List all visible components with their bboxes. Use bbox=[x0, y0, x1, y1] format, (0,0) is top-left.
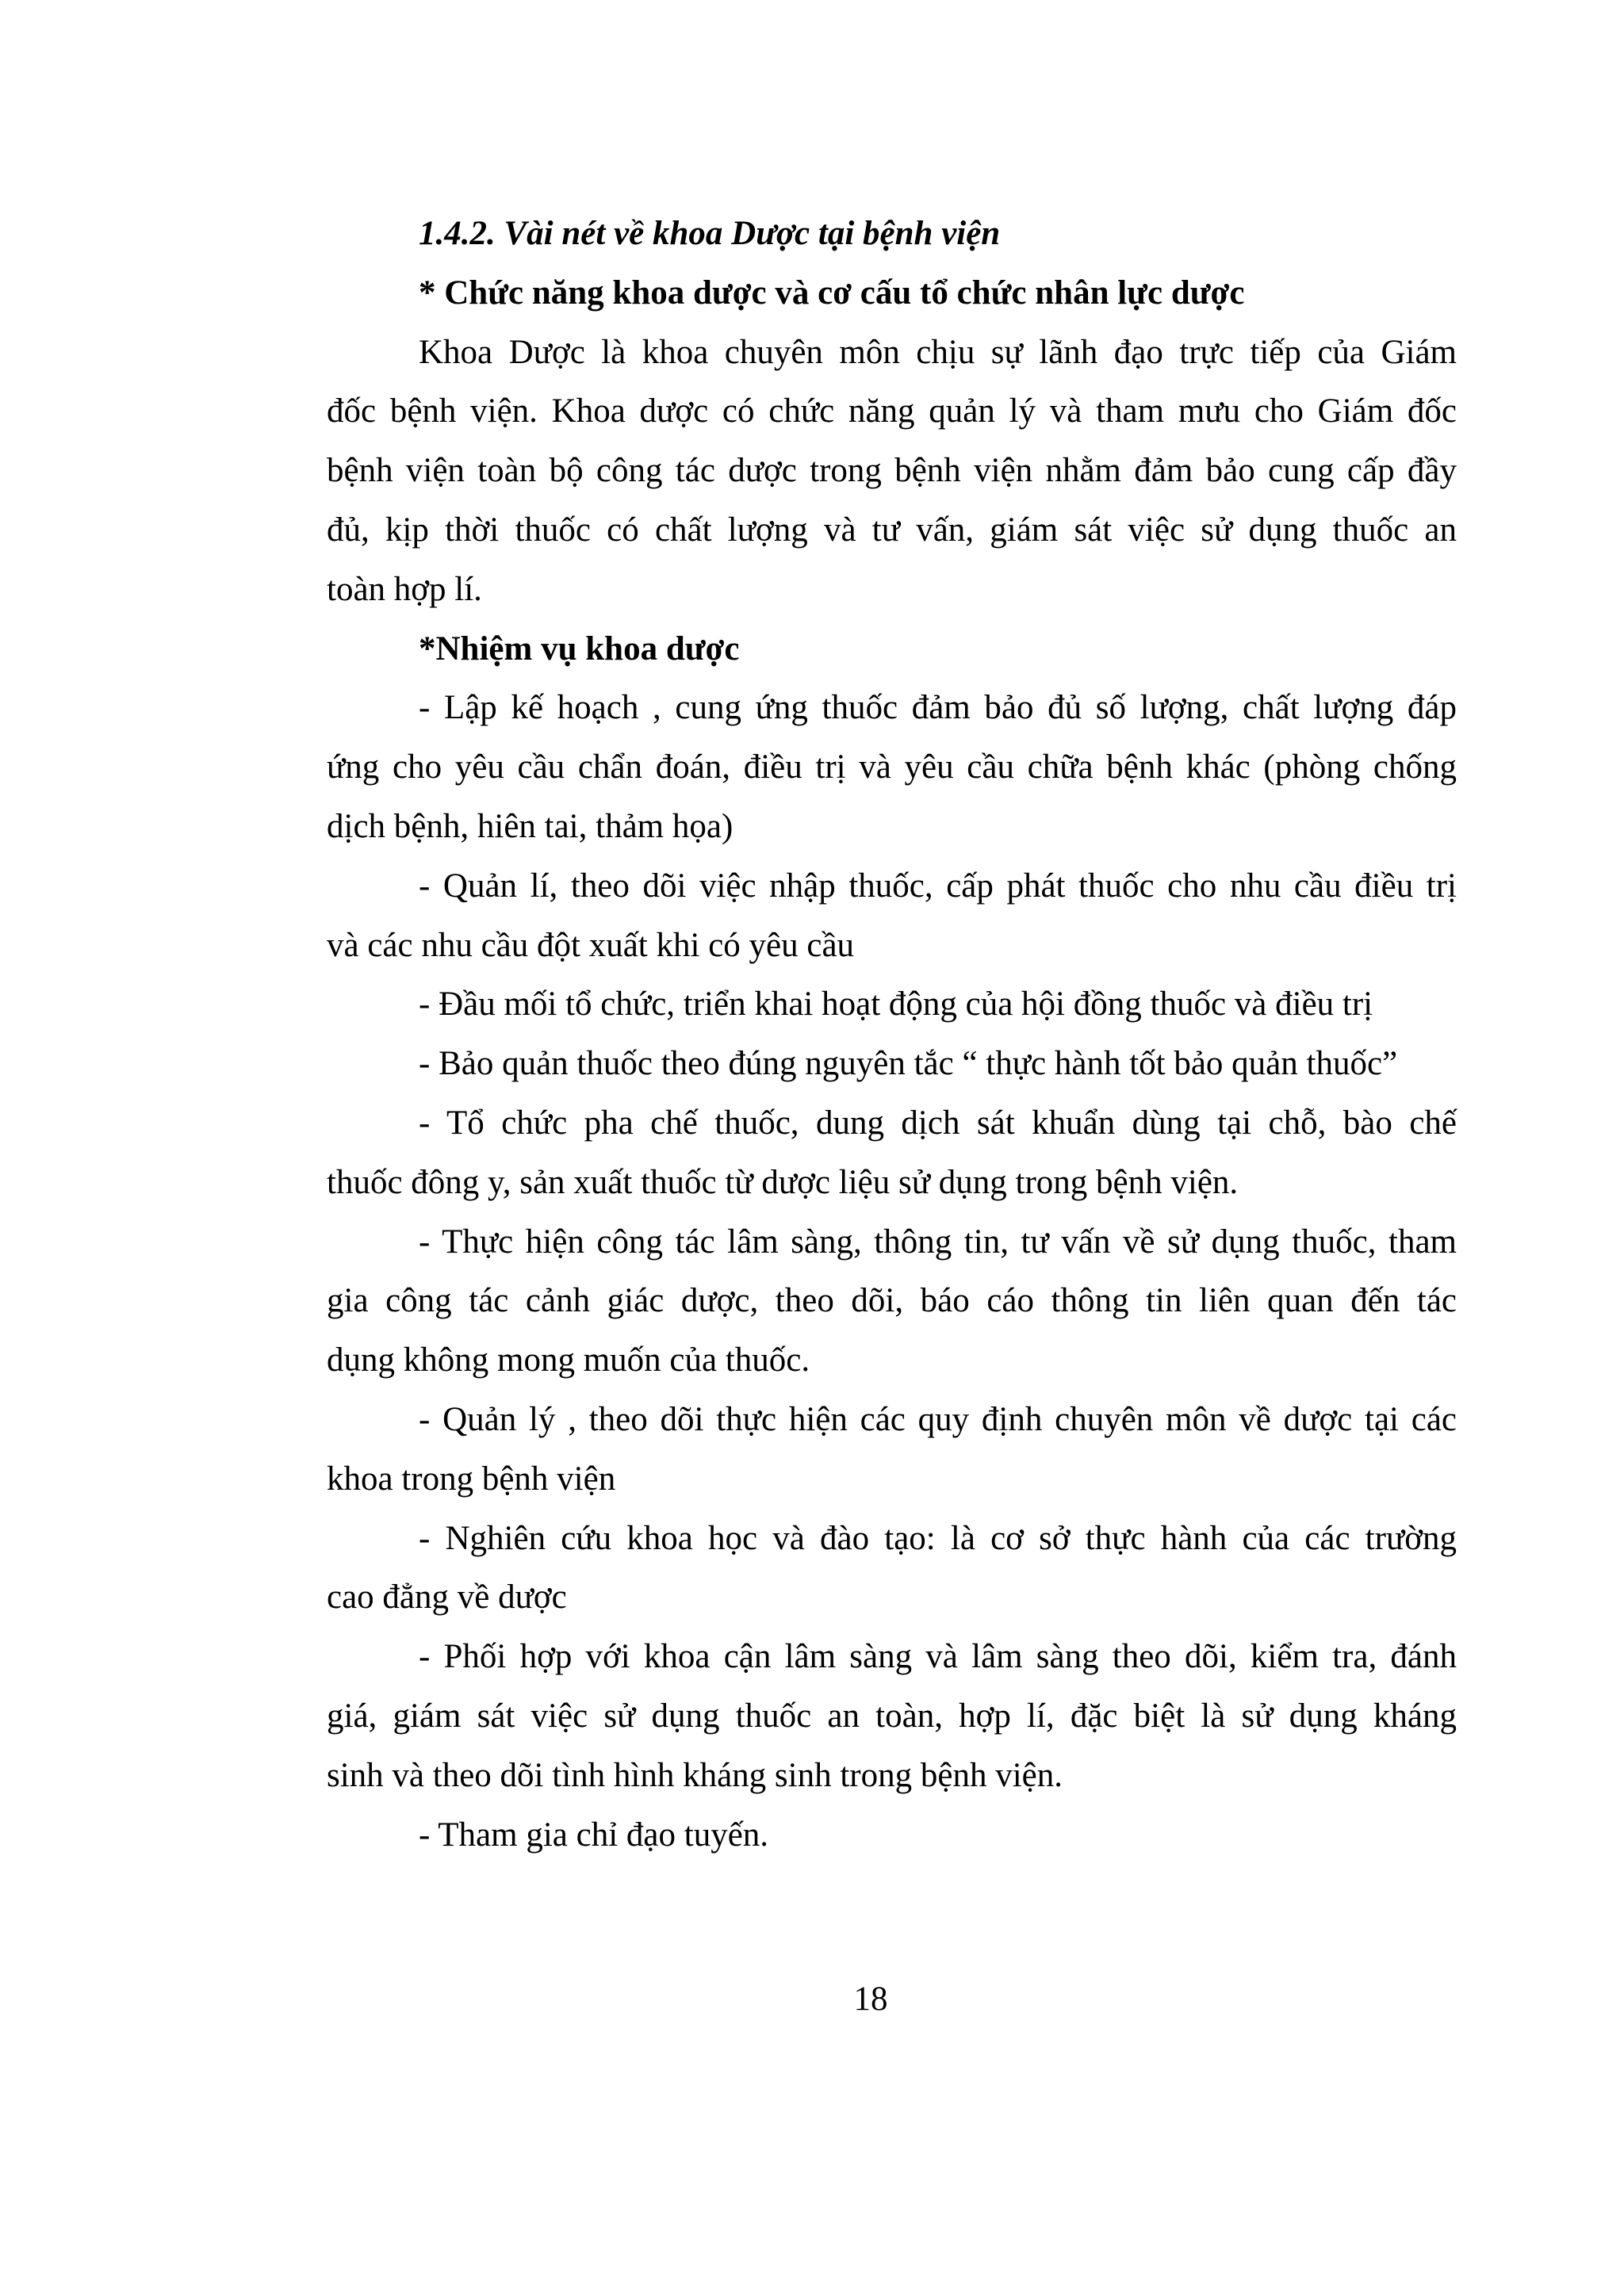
paragraph-line: Khoa Dược là khoa chuyên môn chịu sự lãnh đạo trực tiếp của Giám bbox=[419, 333, 1457, 371]
task-line: - Lập kế hoạch , cung ứng thuốc đảm bảo đủ số lượng, chất lượng đáp bbox=[419, 689, 1457, 727]
task-line: - Tổ chức pha chế thuốc, dung dịch sát khuẩn dùng tại chỗ, bào chế bbox=[419, 1104, 1457, 1142]
task-line: sinh và theo dõi tình hình kháng sinh trong bệnh viện. bbox=[327, 1756, 1063, 1794]
task-line: thuốc đông y, sản xuất thuốc từ dược liệu sử dụng trong bệnh viện. bbox=[327, 1163, 1239, 1201]
task-line: - Thực hiện công tác lâm sàng, thông tin, tư vấn về sử dụng thuốc, tham bbox=[419, 1223, 1457, 1261]
task-line: giá, giám sát việc sử dụng thuốc an toàn, hợp lí, đặc biệt là sử dụng kháng bbox=[327, 1697, 1457, 1735]
task-line: dụng không mong muốn của thuốc. bbox=[327, 1341, 810, 1380]
paragraph-line: đốc bệnh viện. Khoa dược có chức năng quản lý và tham mưu cho Giám đốc bbox=[327, 392, 1457, 430]
task-line: - Đầu mối tổ chức, triển khai hoạt động của hội đồng thuốc và điều trị bbox=[419, 985, 1373, 1024]
task-line: - Quản lý , theo dõi thực hiện các quy định chuyên môn về dược tại các bbox=[419, 1400, 1457, 1438]
paragraph-line: đủ, kịp thời thuốc có chất lượng và tư vấn, giám sát việc sử dụng thuốc an bbox=[327, 511, 1457, 549]
task-line: - Bảo quản thuốc theo đúng nguyên tắc “ thực hành tốt bảo quản thuốc” bbox=[419, 1045, 1398, 1083]
task-line: - Phối hợp với khoa cận lâm sàng và lâm sàng theo dõi, kiểm tra, đánh bbox=[419, 1638, 1457, 1676]
task-line: - Tham gia chỉ đạo tuyến. bbox=[419, 1816, 769, 1854]
task-line: ứng cho yêu cầu chẩn đoán, điều trị và yêu cầu chữa bệnh khác (phòng chống bbox=[327, 748, 1457, 786]
page-number: 18 bbox=[853, 1980, 888, 2018]
task-line: - Quản lí, theo dõi việc nhập thuốc, cấp phát thuốc cho nhu cầu điều trị bbox=[419, 867, 1457, 905]
task-line: dịch bệnh, hiên tai, thảm họa) bbox=[327, 807, 733, 845]
task-line: và các nhu cầu đột xuất khi có yêu cầu bbox=[327, 926, 855, 964]
paragraph-line: toàn hợp lí. bbox=[327, 570, 482, 608]
section-title: 1.4.2. Vài nét về khoa Dược tại bệnh viện bbox=[419, 215, 1001, 252]
task-line: khoa trong bệnh viện bbox=[327, 1460, 616, 1498]
task-line: cao đẳng về dược bbox=[327, 1578, 567, 1617]
paragraph-line: bệnh viện toàn bộ công tác dược trong bệnh viện nhằm đảm bảo cung cấp đầy bbox=[327, 452, 1457, 490]
subheading-function: * Chức năng khoa dược và cơ cấu tổ chức nhân lực dược bbox=[419, 274, 1245, 312]
task-line: - Nghiên cứu khoa học và đào tạo: là cơ sở thực hành của các trường bbox=[419, 1519, 1457, 1557]
task-line: gia công tác cảnh giác dược, theo dõi, báo cáo thông tin liên quan đến tác bbox=[327, 1282, 1457, 1320]
document-body bbox=[327, 205, 1457, 1865]
subheading-tasks: *Nhiệm vụ khoa dược bbox=[419, 629, 740, 668]
